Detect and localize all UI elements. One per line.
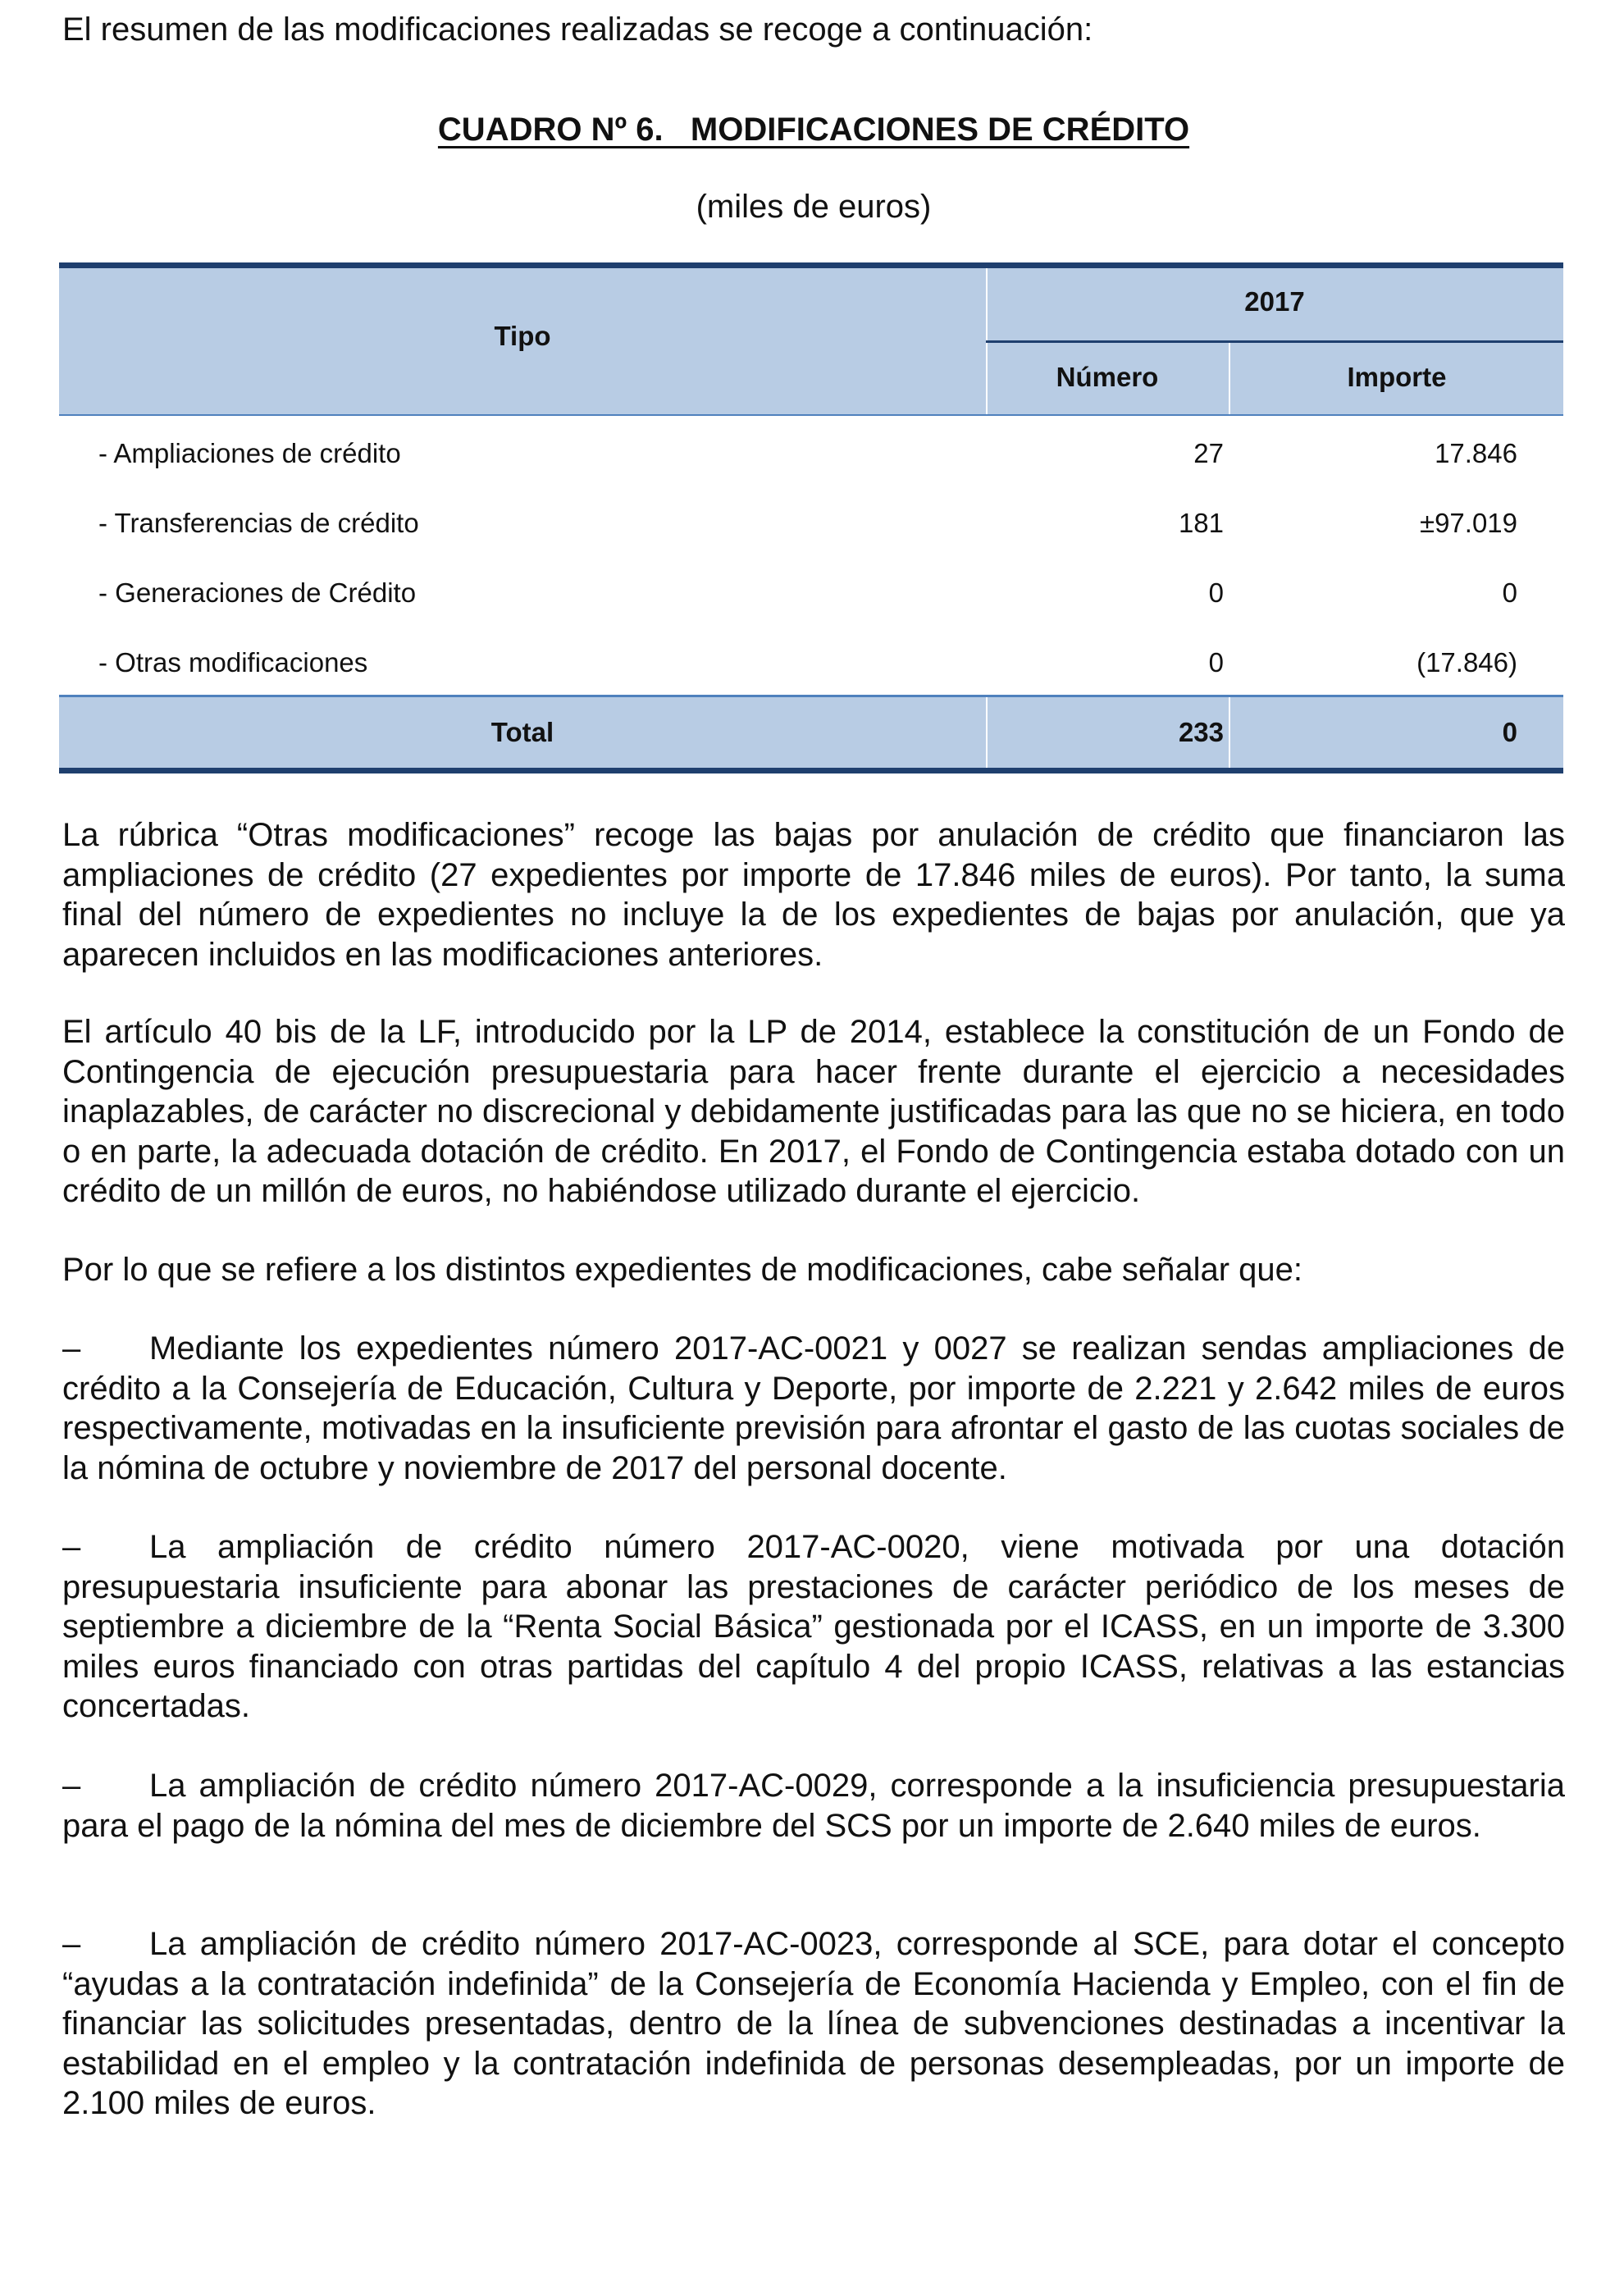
table-row [59,488,1563,558]
table-title [62,107,1565,153]
cell-importe: ±97.019 [1419,508,1517,538]
cell-numero: 181 [1178,508,1224,538]
dash-marker: – [62,1926,81,1962]
table-bottom-rule [59,768,1563,773]
table-total-row [59,697,1563,768]
header-numero: Número [1056,362,1159,392]
list-item [62,1766,1565,1846]
dash-marker: – [62,1529,81,1565]
cell-importe: 0 [1502,577,1517,608]
total-numero: 233 [1178,717,1224,747]
table-units: (miles de euros) [696,189,932,225]
cell-tipo: - Otras modificaciones [98,647,368,678]
cell-tipo: - Generaciones de Crédito [98,577,417,608]
list-item [62,1924,1565,2124]
total-importe: 0 [1502,717,1517,747]
list-item-text: Mediante los expedientes número 2017-AC-0021 y 0027 se realizan sendas ampliaciones de crédito a la Consejería de Educación, Cultura y Deporte, por importe de 2.221 y 2.642 miles de euros respectivamente, motivadas en la insuficiente previsión para afrontar el gasto de las cuotas sociales de la nómina de octubre y noviembre de 2017 del personal docente. [62,1330,1565,1486]
header-tipo: Tipo [494,321,551,351]
cell-importe: 17.846 [1435,438,1517,468]
intro-text: El resumen de las modificaciones realizadas se recoge a continuación: [62,11,1093,48]
header-bottom-rule [59,414,1563,416]
cell-tipo: - Transferencias de crédito [98,508,419,538]
dash-marker: – [62,1330,81,1367]
header-importe: Importe [1347,362,1447,392]
list-item-text: La ampliación de crédito número 2017-AC-0020, viene motivada por una dotación presupuestaria insuficiente para abonar las prestaciones de carácter periódico de los meses de septiembre a diciembre de la “Renta Social Básica” gestionada por el ICASS, en un importe de 3.300 miles euros financiado con otras partidas del capítulo 4 del propio ICASS, relativas a las estancias concertadas. [62,1529,1565,1724]
table-top-rule [59,262,1563,268]
table-header [59,268,1563,414]
paragraph-otras-modificaciones: La rúbrica “Otras modificaciones” recoge las bajas por anulación de crédito que financiaron las ampliaciones de crédito (27 expedientes por importe de 17.846 miles de euros). Por tanto, la suma final del número de expedientes no incluye la de los expedientes de bajas por anulación, que ya aparecen incluidos en las modificaciones anteriores. [62,817,1565,973]
dash-marker: – [62,1768,81,1804]
list-item-text: La ampliación de crédito número 2017-AC-0023, corresponde al SCE, para dotar el concepto “ayudas a la contratación indefinida” de la Consejería de Economía Hacienda y Empleo, con el fin de financiar las solicitudes presentadas, dentro de la línea de subvenciones destinadas a incentivar la estabilidad en el empleo y la contratación indefinida de personas desempleadas, por un importe de 2.100 miles de euros. [62,1926,1565,2121]
paragraph-fondo-contingencia: El artículo 40 bis de la LF, introducido por la LP de 2014, establece la constitución de un Fondo de Contingencia de ejecución presupuestaria para hacer frente durante el ejercicio a necesidades inaplazables, de carácter no discrecional y debidamente justificadas para las que no se hiciera, en todo o en parte, la adecuada dotación de crédito. En 2017, el Fondo de Contingencia estaba dotado con un crédito de un millón de euros, no habiéndose utilizado durante el ejercicio. [62,1014,1565,1209]
cell-importe: (17.846) [1416,647,1517,678]
cell-numero: 0 [1208,647,1224,678]
table-row [59,627,1563,697]
header-year-rule [986,340,1563,343]
table-title-text: CUADRO Nº 6. MODIFICACIONES DE CRÉDITO [437,112,1190,148]
list-item [62,1329,1565,1488]
cell-numero: 0 [1208,577,1224,608]
table-row [59,418,1563,488]
list-item-text: La ampliación de crédito número 2017-AC-0029, corresponde a la insuficiencia presupuestaria para el pago de la nómina del mes de diciembre del SCS por un importe de 2.640 miles de euros. [62,1768,1565,1844]
paragraph-expedientes-intro: Por lo que se refiere a los distintos expedientes de modificaciones, cabe señalar que: [62,1252,1303,1288]
total-label: Total [490,717,554,747]
list-item [62,1527,1565,1727]
header-year: 2017 [1244,286,1305,317]
table-row [59,558,1563,627]
cell-numero: 27 [1193,438,1224,468]
cell-tipo: - Ampliaciones de crédito [98,438,401,468]
